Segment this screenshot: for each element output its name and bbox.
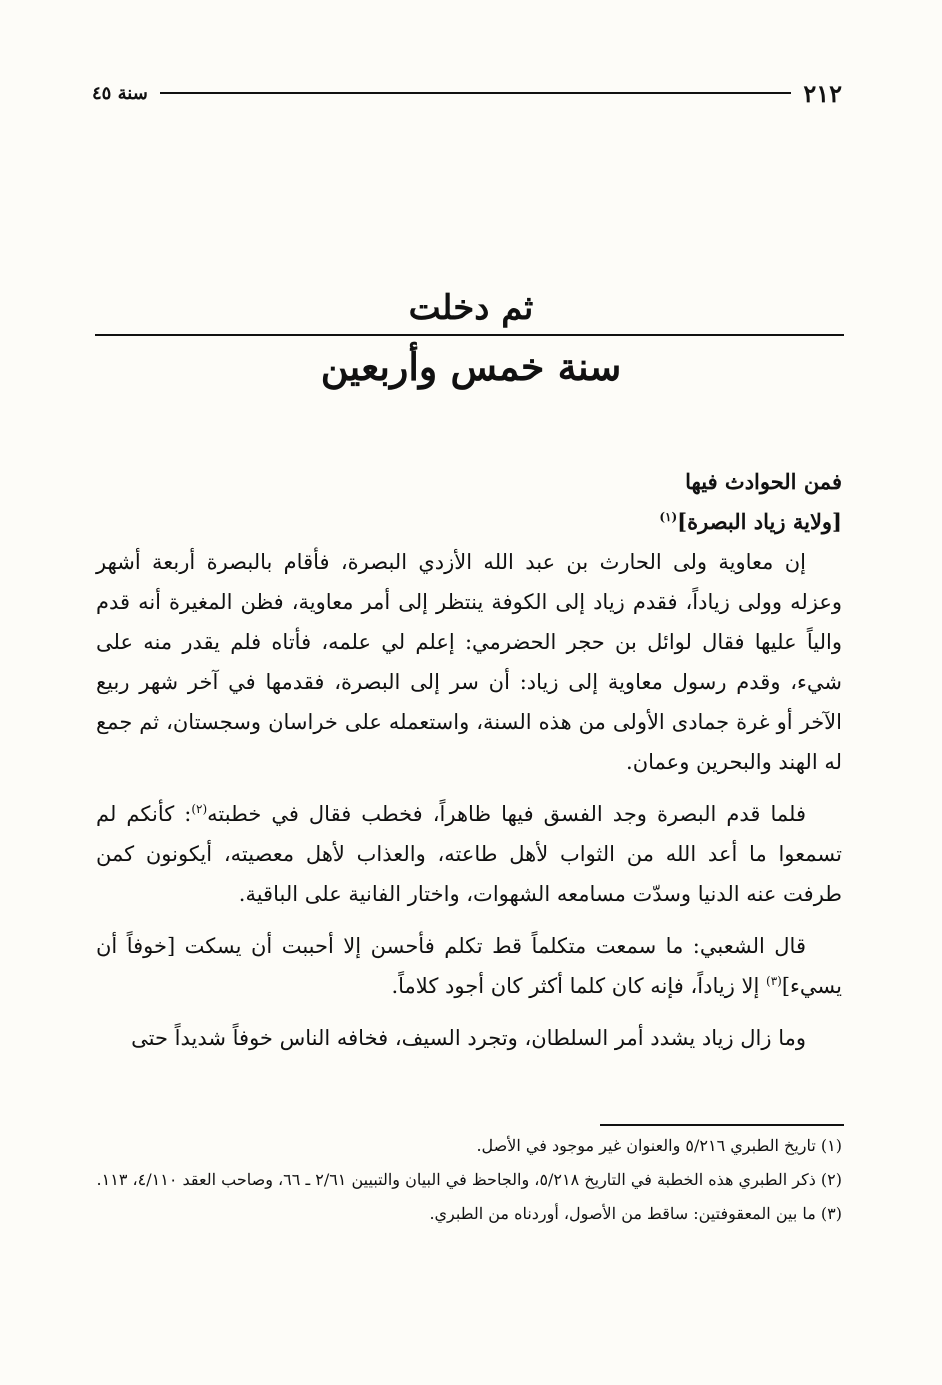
paragraph [96, 542, 842, 782]
footnotes [96, 1132, 842, 1234]
footnote: (١) تاريخ الطبري ٥/٢١٦ والعنوان غير موجود في الأصل. [476, 1136, 842, 1155]
running-header [92, 76, 842, 110]
paragraph-text: إن معاوية ولى الحارث بن عبد الله الأزدي البصرة، فأقام بالبصرة أربعة أشهر وعزله وولى زياداً، فقدم زياد إلى الكوفة ينتظر إلى أمر معاوية، فظن المغيرة أنه قدم والياً عليها فقال لوائل بن حجر الحضرمي: إعلم لي علمه، فأتاه فلم يقدر منه على شيء، وقدم رسول معاوية إلى زياد: أن سر إلى البصرة، فقدمها في آخر شهر ربيع الآخر أو غرة جمادى الأولى من هذه السنة، واستعمله على خراسان وسجستان، ثم جمع له الهند والبحرين وعمان. [96, 550, 842, 774]
page-number: ٢١٢ [803, 78, 842, 108]
section-heading: فمن الحوادث فيها [685, 469, 842, 494]
chapter-rule [95, 334, 844, 336]
chapter-subtitle: سنة خمس وأربعين [320, 344, 622, 389]
paragraph-text: قال الشعبي: ما سمعت متكلماً قط تكلم فأحسن إلا أحببت أن يسكت [خوفاً أن يسيء] [96, 934, 842, 998]
footnote-ref: (٢) [191, 802, 208, 816]
header-rule [160, 92, 792, 94]
paragraph-text: فلما قدم البصرة وجد الفسق فيها ظاهراً، فخطب فقال في خطبته [207, 802, 806, 826]
paragraph [96, 926, 842, 1006]
footnote-ref: (١) [659, 510, 678, 524]
main-text [96, 462, 842, 1070]
chapter-title: ثم دخلت [408, 288, 534, 328]
footnote-rule [600, 1124, 844, 1126]
footnote: (٣) ما بين المعقوفتين: ساقط من الأصول، أوردناه من الطبري. [429, 1204, 842, 1223]
footnote-ref: (٣) [766, 974, 782, 988]
paragraph [96, 1018, 842, 1058]
sub-heading [96, 502, 842, 542]
footnote: (٢) ذكر الطبري هذه الخطبة في التاريخ ٥/٢١٨، والجاحظ في البيان والتبيين ٢/٦١ ـ ٦٦، وصاحب العقد ٤/١١٠، ١١٣. [96, 1170, 842, 1189]
sub-heading-text: [ولاية زياد البصرة] [677, 509, 842, 534]
paragraph-text: وما زال زياد يشدد أمر السلطان، وتجرد السيف، فخافه الناس خوفاً شديداً حتى [131, 1026, 806, 1050]
paragraph [96, 794, 842, 914]
paragraph-text: : كأنكم لم تسمعوا ما أعد الله من الثواب لأهل طاعته، والعذاب لأهل معصيته، أيكونون كمن طرفت عنه الدنيا وسدّت مسامعه الشهوات، واختار الفانية على الباقية. [96, 802, 842, 906]
running-year-label: سنة ٤٥ [92, 82, 148, 104]
paragraph-text: إلا زياداً، فإنه كان كلما أكثر كان أجود كلاماً. [391, 974, 767, 998]
